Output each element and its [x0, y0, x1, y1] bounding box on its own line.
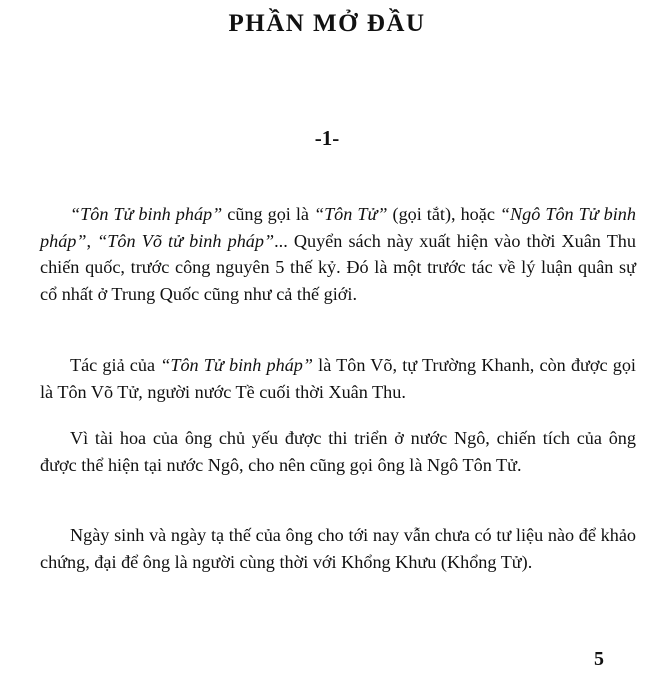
text-segment: Vì tài hoa của ông chủ yếu được thi triển ở nước Ngô, chiến tích của ông được thể hiện tại nước Ngô, cho nên cũng gọi ông là Ngô Tôn Tử. — [40, 428, 636, 475]
section-number: -1- — [314, 126, 340, 150]
text-segment: (gọi tắt), hoặc — [387, 204, 500, 224]
paragraph-4 — [40, 522, 636, 575]
paragraph-2 — [40, 352, 636, 405]
book-title-ref: “Tôn Võ tử binh pháp” — [97, 230, 275, 251]
book-title-ref: “Tôn Tử binh pháp” — [160, 355, 313, 375]
book-title-ref: “Tôn Tử binh pháp” — [70, 204, 223, 224]
paragraph-1 — [40, 201, 636, 307]
text-segment: , — [86, 230, 98, 251]
page-number: 5 — [594, 648, 604, 670]
text-segment: là Tôn Võ, tự Trường Khanh, còn được gọi là Tôn Võ Tử, người nước Tề cuối thời Xuân Thu. — [40, 355, 636, 402]
text-segment: cũng gọi là — [222, 204, 314, 224]
text-segment: ... Quyển sách này xuất hiện vào thời Xuân Thu chiến quốc, trước công nguyên 5 thế kỷ. Đó là một trước tác về lý luận quân sự cổ nhất ở Trung Quốc cũng như cả thế giới. — [40, 230, 636, 304]
paragraph-3 — [40, 425, 636, 478]
chapter-title: PHẦN MỞ ĐẦU — [228, 10, 426, 37]
text-segment: Tác giả của — [70, 355, 161, 375]
book-title-ref: “Tôn Tử” — [313, 204, 388, 224]
book-title-ref: “Ngô Tôn Tử binh pháp” — [40, 204, 636, 251]
text-segment: Ngày sinh và ngày tạ thế của ông cho tới nay vẫn chưa có tư liệu nào để khảo chứng, đại để ông là người cùng thời với Khổng Khưu (Khổng Tử). — [40, 525, 636, 572]
